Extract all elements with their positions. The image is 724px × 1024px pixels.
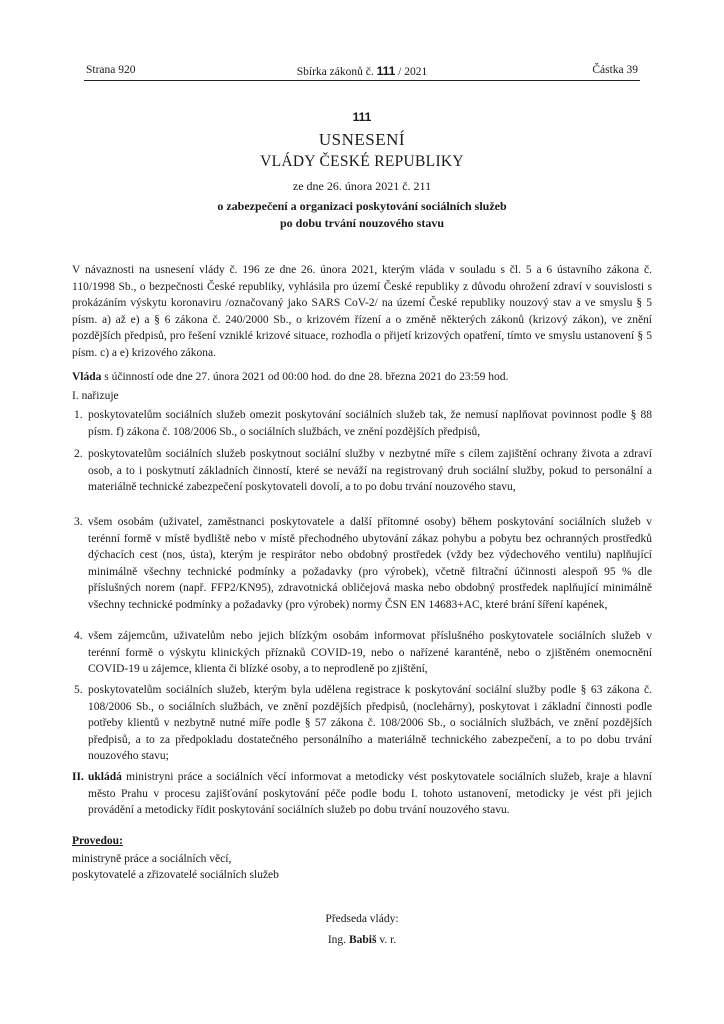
provedou-line-2: poskytovatelé a zřizovatelé sociálních služeb	[72, 869, 279, 881]
section-II-number: II.	[72, 771, 84, 783]
provedou-heading: Provedou:	[72, 835, 123, 847]
list-item	[72, 407, 652, 440]
section-II-text: ukládá ministryni práce a sociálních věcí informovat a metodicky vést poskytovatele sociálních služeb, kraje a hlavní město Prahu v procesu zajišťování poskytování péče podle bodu I. tohoto ustanovení, metodicky je vést při jejich provádění a metodicky řídit poskytování sociálních služeb po dobu trvání nouzového stavu.	[88, 771, 652, 817]
item-number: 4.	[74, 630, 83, 642]
item-text: poskytovatelům sociálních služeb poskytnout sociální služby v nezbytné míře s cílem zajištění ochrany života a zdraví osob, a to i poskytnutí základních činností, které se neváží na registrovaný druh sociální služby, pokud to personální a materiálně technické zabezpečení poskytovateli dovolí, a to po dobu trvání nouzového stavu,	[88, 448, 652, 494]
resolution-number: 111	[352, 110, 372, 124]
signature-role: Předseda vlády:	[325, 913, 399, 925]
item-number: 1.	[74, 409, 83, 421]
part-label: Částka 39	[592, 64, 638, 76]
resolution-date: ze dne 26. února 2021 č. 211	[292, 179, 432, 193]
title-line-2: VLÁDY ČESKÉ REPUBLIKY	[260, 153, 464, 170]
list-item	[72, 628, 652, 678]
intro-paragraph: V návaznosti na usnesení vlády č. 196 ze dne 26. února 2021, kterým vláda v souladu s čl. 5 a 6 ústavního zákona č. 110/1998 Sb., o bezpečnosti České republiky, vyhlásila pro území České republiky z důvodu ohrožení zdraví v souvislosti s prokázáním výskytu koronaviru /označovaný jako SARS CoV-2/ na území České republiky nouzový stav a ve smyslu § 5 písm. a) až e) a § 6 zákona č. 240/2000 Sb., o krizovém řízení a o změně některých zákonů (krizový zákon), ve znění pozdějších předpisů, pro řešení vzniklé krizové situace, rozhodla o přijetí krizových opatření, tímto ve smyslu ustanovení § 5 písm. c) a e) krizového zákona.	[72, 264, 652, 359]
item-text: poskytovatelům sociálních služeb omezit poskytování sociálních služeb tak, že nemusí naplňovat povinnost podle § 88 písm. f) zákona č. 108/2006 Sb., o sociálních službách, ve znění pozdějších předpisů,	[88, 409, 652, 438]
item-text: všem zájemcům, uživatelům nebo jejich blízkým osobám informovat příslušného poskytovatele sociálních služeb v terénní formě o výskytu klinických příznaků COVID-19, nebo o nařízené karanténě, nebo o zjištěném onemocnění COVID-19 u zájemce, klienta či blízké osoby, a to neprodleně po zjištění,	[88, 630, 652, 676]
provedou-line-1: ministryně práce a sociálních věcí,	[72, 853, 232, 865]
collection-reference: Sbírka zákonů č. 111 / 2021	[296, 64, 428, 78]
page-label: Strana 920	[86, 64, 136, 76]
effective-period: Vláda s účinností ode dne 27. února 2021 od 00:00 hod. do dne 28. března 2021 do 23:59 hod.	[72, 371, 509, 383]
vlada-label: Vláda	[72, 371, 102, 383]
section-I-heading: I. nařizuje	[72, 390, 119, 402]
item-text: poskytovatelům sociálních služeb, kterým byla udělena registrace k poskytování sociální služby podle § 63 zákona č. 108/2006 Sb., o sociálních službách, ve znění pozdějších předpisů, (noclehárny), poskytovat i základní činnosti podle potřeby klientů v nezbytně nutné míře podle § 57 zákona č. 108/2006 Sb., o sociálních službách, ve znění pozdějších předpisů, a to za předpokladu dostatečného personálního a materiálně technického zabezpečení, a to po dobu trvání nouzového stavu;	[88, 684, 652, 763]
list-item	[72, 446, 652, 496]
page-header	[86, 64, 638, 78]
item-number: 3.	[74, 516, 83, 528]
collection-number: 111	[376, 64, 396, 78]
header-rule	[84, 80, 640, 81]
list-item	[72, 682, 652, 765]
item-number: 2.	[74, 448, 83, 460]
subject-line-1: o zabezpečení a organizaci poskytování sociálních služeb	[217, 199, 507, 213]
list-item	[72, 514, 652, 614]
subject-line-2: po dobu trvání nouzového stavu	[279, 216, 445, 230]
item-text: všem osobám (uživatel, zaměstnanci poskytovatele a další přítomné osoby) během poskytování sociálních služeb v terénní formě v místě bydliště nebo v místě přechodného ubytování zákaz pohybu a pobytu bez ochranných prostředků dýchacích cest (nos, ústa), kterým je respirátor nebo obdobný prostředek (vždy bez výdechového ventilu) naplňující minimálně všechny technické podmínky a požadavky (pro výrobek), včetně filtrační účinnosti alespoň 95 % dle příslušných norem (např. FFP2/KN95), zdravotnická obličejová maska nebo obdobný prostředek naplňující minimálně všechny technické podmínky a požadavky (pro výrobek) normy ČSN EN 14683+AC, které brání šíření kapének,	[88, 516, 652, 611]
title-line-1: USNESENÍ	[318, 130, 406, 149]
signature-name: Ing. Babiš v. r.	[327, 934, 397, 946]
item-number: 5.	[74, 684, 83, 696]
section-II	[72, 769, 652, 819]
